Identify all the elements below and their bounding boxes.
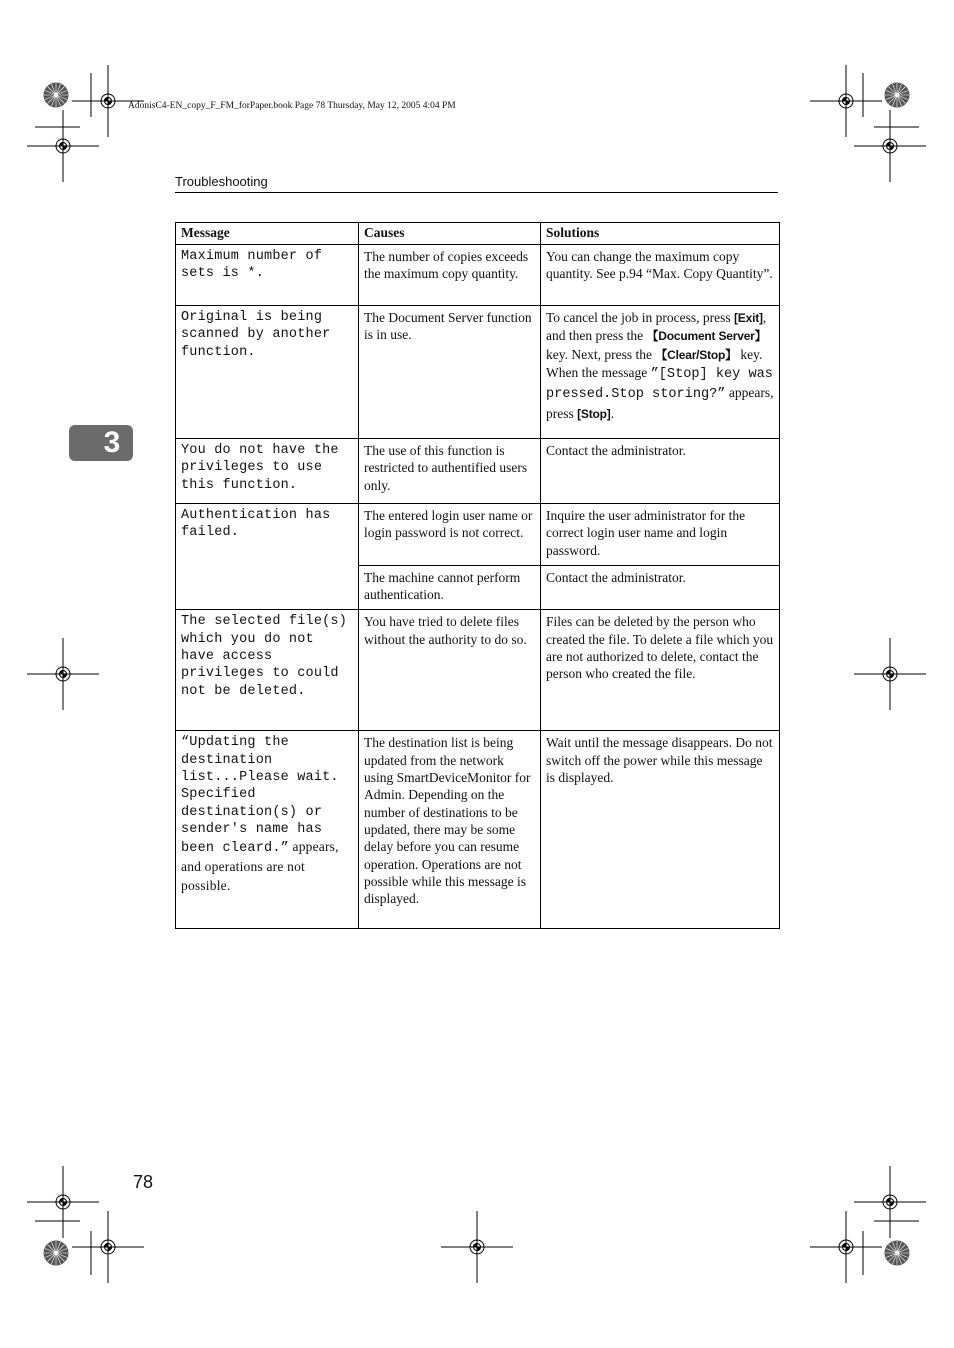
solution-text: , and then press the: [546, 310, 767, 344]
stop-key-label: [Stop]: [577, 407, 611, 422]
table-row: [176, 610, 780, 731]
solution-cell: [541, 306, 780, 439]
message-cell: [176, 731, 359, 929]
message-text: “Updating the destination list...Please wait. Specified destination(s) or sender's name has been cleard.”: [181, 735, 339, 857]
clear-stop-key-label: 【Clear/Stop】: [655, 347, 737, 362]
cause-cell: The machine cannot perform authentication.: [359, 565, 541, 610]
solution-text: key. When the message: [546, 346, 763, 380]
solution-cell: Files can be deleted by the person who created the file. To delete a file which you are not authorized to delete, contact the person who created the file.: [541, 610, 780, 731]
stop-message-text: ”[Stop] key was pressed.Stop storing?”: [546, 366, 773, 403]
cause-cell: The number of copies exceeds the maximum copy quantity.: [359, 245, 541, 306]
table-row: [176, 504, 780, 566]
section-title: Troubleshooting: [175, 174, 268, 189]
solution-cell: Contact the administrator.: [541, 439, 780, 504]
table-row: [176, 306, 780, 439]
table-row: [176, 439, 780, 504]
message-cell: Original is being scanned by another function.: [176, 306, 359, 439]
solution-cell: You can change the maximum copy quantity. See p.94 “Max. Copy Quantity”.: [541, 245, 780, 306]
page-number: 78: [133, 1172, 154, 1192]
header-message: Message: [176, 223, 359, 245]
solution-text: To cancel the job in process, press: [546, 310, 734, 325]
cause-cell: The entered login user name or login password is not correct.: [359, 504, 541, 566]
solution-cell: Contact the administrator.: [541, 565, 780, 610]
section-divider: [175, 192, 778, 193]
solution-text: appears, press: [546, 385, 774, 422]
cause-cell: You have tried to delete files without the authority to do so.: [359, 610, 541, 731]
message-cell: You do not have the privileges to use this function.: [176, 439, 359, 504]
chapter-tab: 3: [69, 425, 133, 461]
document-server-key-label: 【Document Server】: [646, 329, 767, 344]
solution-text: .: [610, 406, 614, 422]
exit-key-label: [Exit]: [734, 311, 763, 325]
header-causes: Causes: [359, 223, 541, 245]
troubleshooting-table: [175, 222, 780, 929]
file-header: AdonisC4-EN_copy_F_FM_forPaper.book Page 78 Thursday, May 12, 2005 4:04 PM: [128, 101, 456, 111]
message-cell: Authentication has failed.: [176, 504, 359, 610]
message-tail-text: appears, and operations are not possible.: [181, 839, 339, 893]
cause-cell: The Document Server function is in use.: [359, 306, 541, 439]
solution-cell: Wait until the message disappears. Do not switch off the power while this message is displayed.: [541, 731, 780, 929]
table-row: [176, 731, 780, 929]
message-cell: The selected file(s) which you do not have access privileges to could not be deleted.: [176, 610, 359, 731]
cause-cell: The use of this function is restricted to authentified users only.: [359, 439, 541, 504]
message-cell: Maximum number of sets is *.: [176, 245, 359, 306]
table-row: [176, 245, 780, 306]
solution-text: key. Next, press the: [546, 346, 656, 362]
solution-cell: Inquire the user administrator for the correct login user name and login password.: [541, 504, 780, 566]
cause-cell: The destination list is being updated from the network using SmartDeviceMonitor for Admin. Depending on the number of destinations to be updated, there may be some delay before you can resume operation. Operations are not possible while this message is displayed.: [359, 731, 541, 929]
header-solutions: Solutions: [541, 223, 780, 245]
table-header-row: [176, 223, 780, 245]
